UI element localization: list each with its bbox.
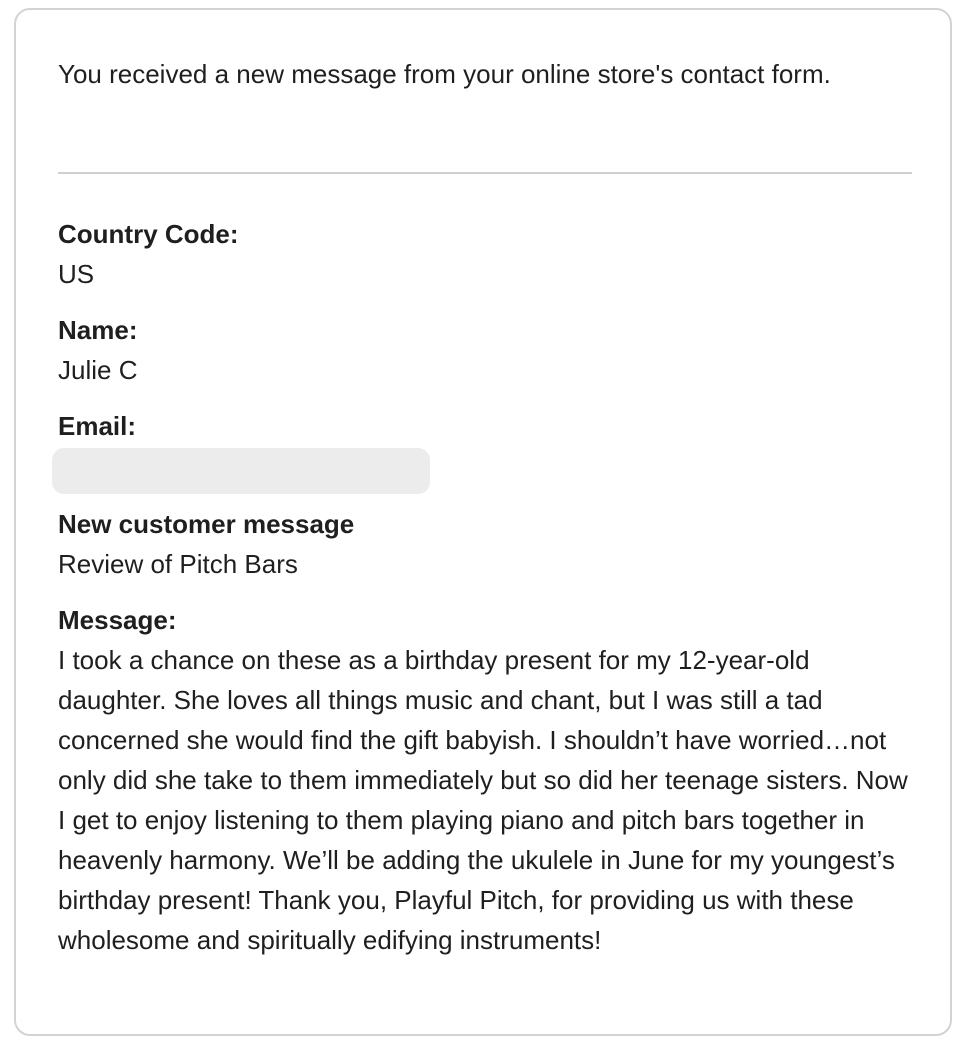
intro-text: You received a new message from your online store's contact form. — [58, 59, 831, 89]
field-country-code — [58, 214, 918, 294]
contact-fields — [58, 214, 918, 976]
country-code-label: Country Code: — [58, 219, 239, 249]
subject-value: Review of Pitch Bars — [58, 549, 298, 579]
field-message — [58, 600, 918, 960]
message-body: I took a chance on these as a birthday present for my 12-year-old daughter. She loves all things music and chant, but I was still a tad concerned she would find the gift babyish. I shouldn’t have worried…not only did she take to them immediately but so did her teenage sisters. Now I get to enjoy listening to them playing piano and pitch bars together in heavenly harmony. We’ll be adding the ukulele in June for my youngest’s birthday present! Thank you, Playful Pitch, for providing us with these wholesome and spiritually edifying instruments! — [58, 645, 908, 955]
message-card — [14, 8, 952, 1036]
subject-label: New customer message — [58, 509, 355, 539]
name-value: Julie C — [58, 355, 138, 385]
email-label: Email: — [58, 411, 137, 441]
divider — [58, 172, 912, 174]
field-subject — [58, 504, 918, 584]
email-redacted-value — [52, 448, 430, 494]
field-email — [58, 406, 918, 494]
message-label: Message: — [58, 605, 177, 635]
field-name — [58, 310, 918, 390]
name-label: Name: — [58, 315, 138, 345]
country-code-value: US — [58, 259, 95, 289]
